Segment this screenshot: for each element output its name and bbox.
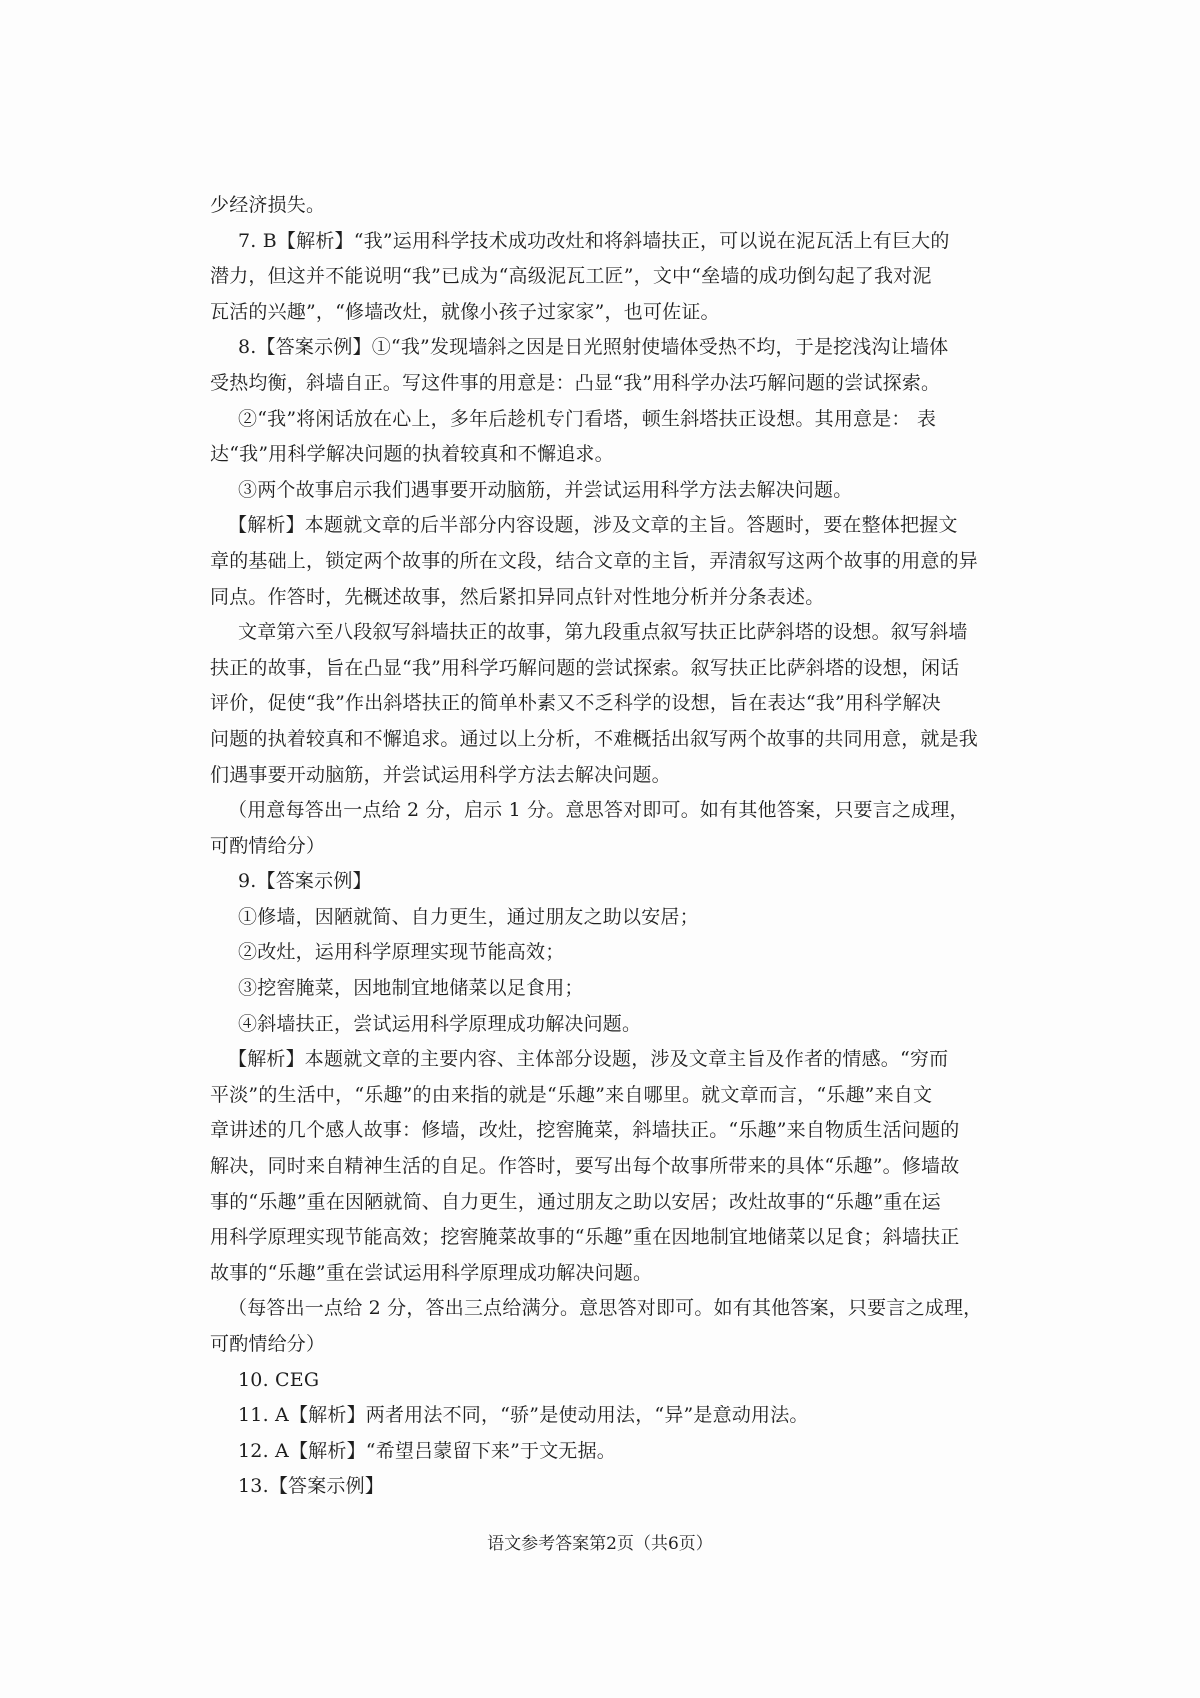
text-line: 同点。作答时，先概述故事，然后紧扣异同点针对性地分析并分条表述。: [210, 585, 825, 608]
text-line: 事的“乐趣”重在因陋就简、自力更生，通过朋友之助以安居；改灶故事的“乐趣”重在运: [210, 1190, 941, 1213]
text-line: 可酌情给分）: [210, 1333, 326, 1355]
text-line: ③两个故事启示我们遇事要开动脑筋，并尝试运用科学方法去解决问题。: [238, 478, 853, 501]
text-line: 12. A【解析】“希望吕蒙留下来”于文无据。: [238, 1439, 617, 1462]
text-line: （每答出一点给 2 分，答出三点给满分。意思答对即可。如有其他答案，只要言之成理，: [228, 1297, 983, 1320]
text-line: 【解析】本题就文章的后半部分内容设题，涉及文章的主旨。答题时，要在整体把握文: [228, 514, 958, 537]
text-line: ②“我”将闲话放在心上，多年后趁机专门看塔，顿生斜塔扶正设想。其用意是： 表: [238, 407, 937, 430]
text-line: ②改灶，运用科学原理实现节能高效；: [238, 941, 565, 964]
text-line: 扶正的故事，旨在凸显“我”用科学巧解问题的尝试探索。叙写扶正比萨斜塔的设想，闲话: [210, 656, 960, 679]
answer-text-body: [210, 188, 998, 1505]
text-line: 章的基础上，锁定两个故事的所在文段，结合文章的主旨，弄清叙写这两个故事的用意的异: [210, 549, 979, 572]
text-line: 少经济损失。: [210, 194, 326, 216]
text-line: 7. B【解析】“我”运用科学技术成功改灶和将斜墙扶正，可以说在泥瓦活上有巨大的: [238, 229, 950, 252]
text-line: 达“我”用科学解决问题的执着较真和不懈追求。: [210, 443, 614, 466]
text-line: 解决，同时来自精神生活的自足。作答时，要写出每个故事所带来的具体“乐趣”。修墙故: [210, 1155, 960, 1178]
text-line: 文章第六至八段叙写斜墙扶正的故事，第九段重点叙写扶正比萨斜塔的设想。叙写斜墙: [238, 621, 968, 644]
text-line: （用意每答出一点给 2 分，启示 1 分。意思答对即可。如有其他答案，只要言之成理，: [228, 799, 969, 822]
text-line: 8.【答案示例】①“我”发现墙斜之因是日光照射使墙体受热不均，于是挖浅沟让墙体: [238, 336, 949, 359]
text-line: 用科学原理实现节能高效；挖窖腌菜故事的“乐趣”重在因地制宜地储菜以足食；斜墙扶正: [210, 1226, 960, 1249]
text-line: 10. CEG: [238, 1368, 320, 1391]
text-line: 问题的执着较真和不懈追求。通过以上分析，不难概括出叙写两个故事的共同用意，就是我: [210, 727, 979, 750]
text-line: 评价，促使“我”作出斜塔扶正的简单朴素又不乏科学的设想，旨在表达“我”用科学解决: [210, 692, 941, 715]
text-line: 潜力，但这并不能说明“我”已成为“高级泥瓦工匠”，文中“垒墙的成功倒勾起了我对泥: [210, 265, 932, 288]
text-line: 瓦活的兴趣”，“修墙改灶，就像小孩子过家家”，也可佐证。: [210, 300, 720, 323]
text-line: ④斜墙扶正，尝试运用科学原理成功解决问题。: [238, 1012, 642, 1035]
page-footer: 语文参考答案第2页（共6页）: [487, 1534, 713, 1554]
text-line: ③挖窖腌菜，因地制宜地储菜以足食用；: [238, 977, 584, 1000]
text-line: 【解析】本题就文章的主要内容、主体部分设题，涉及文章主旨及作者的情感。“穷而: [228, 1048, 949, 1071]
text-line: 13.【答案示例】: [238, 1475, 385, 1498]
text-line: 故事的“乐趣”重在尝试运用科学原理成功解决问题。: [210, 1261, 653, 1284]
text-line: ①修墙，因陋就简、自力更生，通过朋友之助以安居；: [238, 905, 699, 928]
text-line: 章讲述的几个感人故事：修墙，改灶，挖窖腌菜，斜墙扶正。“乐趣”来自物质生活问题的: [210, 1119, 960, 1142]
text-line: 受热均衡，斜墙自正。写这件事的用意是：凸显“我”用科学办法巧解问题的尝试探索。: [210, 371, 941, 394]
text-line: 平淡”的生活中，“乐趣”的由来指的就是“乐趣”来自哪里。就文章而言，“乐趣”来自文: [210, 1083, 933, 1106]
text-line: 们遇事要开动脑筋，并尝试运用科学方法去解决问题。: [210, 763, 671, 786]
text-line: 可酌情给分）: [210, 834, 326, 857]
text-line: 11. A【解析】两者用法不同，“骄”是使动用法，“异”是意动用法。: [238, 1404, 809, 1427]
text-line: 9.【答案示例】: [238, 870, 372, 893]
